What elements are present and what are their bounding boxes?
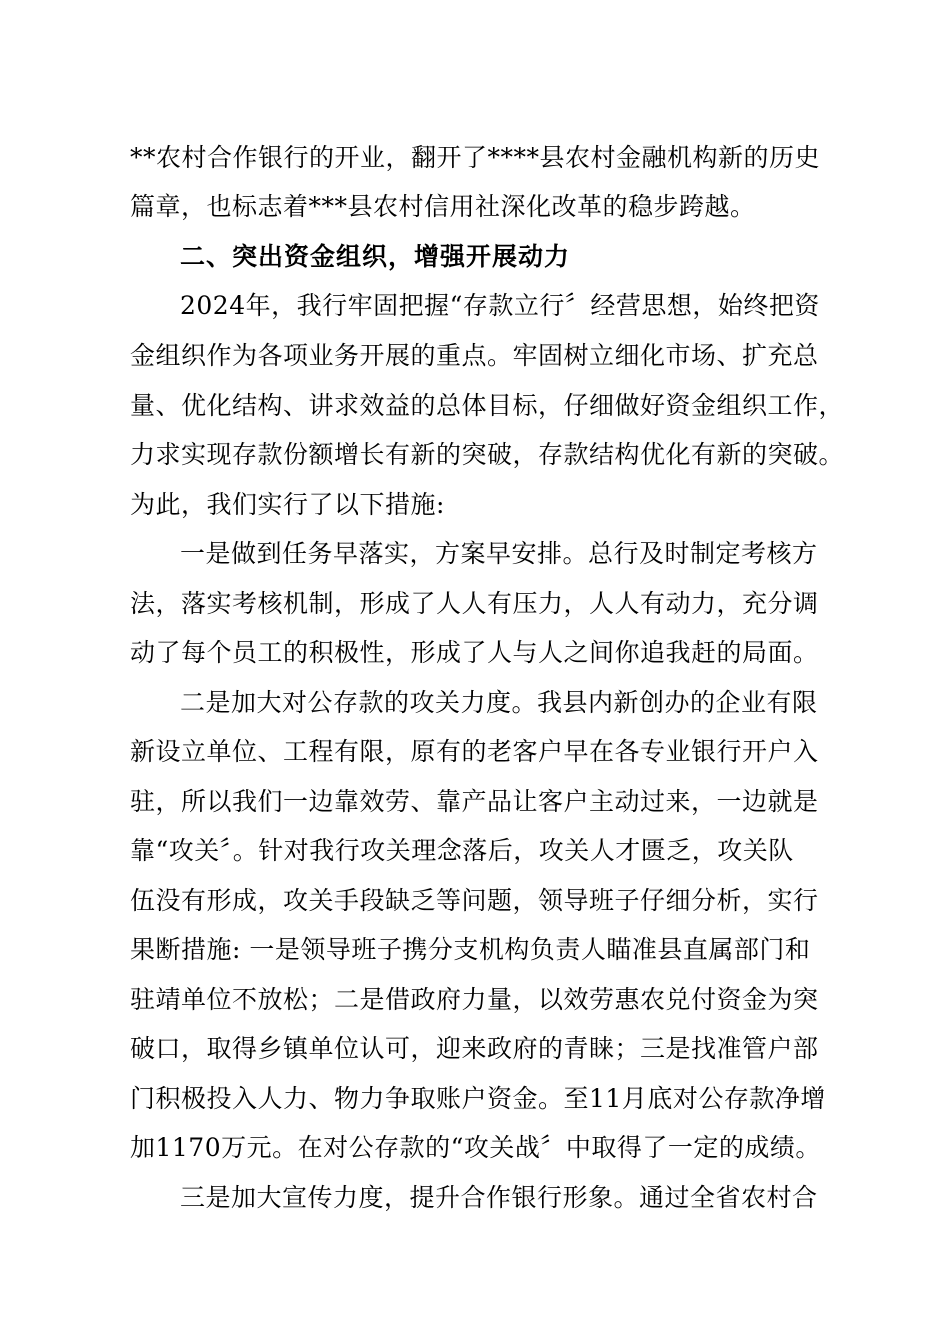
paragraph-line: 动了每个员工的积极性，形成了人与人之间你追我赶的局面。 [130, 638, 819, 667]
paragraph-line: 量、优化结构、讲求效益的总体目标，仔细做好资金组织工作， [130, 391, 845, 420]
paragraph-line: 三是加大宣传力度，提升合作银行形象。通过全省农村合 [180, 1183, 818, 1212]
paragraph-line: 靠“攻关〞。针对我行攻关理念落后，攻关人才匮乏，攻关队 [130, 836, 794, 865]
paragraph-line: 金组织作为各项业务开展的重点。牢固树立细化市场、扩充总 [130, 341, 819, 370]
paragraph-line: 加1170万元。在对公存款的“攻关战〞中取得了一定的成绩。 [130, 1133, 821, 1162]
paragraph-line: 为此，我们实行了以下措施: [130, 490, 445, 519]
paragraph-line: 驻，所以我们一边靠效劳、靠产品让客户主动过来，一边就是 [130, 787, 819, 816]
paragraph-line: 2024年，我行牢固把握“存款立行〞经营思想，始终把资 [180, 291, 820, 320]
paragraph-line: 破口，取得乡镇单位认可，迎来政府的青睐；三是找准管户部 [130, 1034, 819, 1063]
paragraph-line: 驻靖单位不放松；二是借政府力量，以效劳惠农兑付资金为突 [130, 985, 819, 1014]
paragraph-line: 果断措施: 一是领导班子携分支机构负责人瞄准县直属部门和 [130, 935, 811, 964]
paragraph-line: 伍没有形成，攻关手段缺乏等问题，领导班子仔细分析，实行 [130, 886, 819, 915]
paragraph-line: 篇章，也标志着***县农村信用社深化改革的稳步跨越。 [130, 192, 756, 221]
paragraph-line: 新设立单位、工程有限，原有的老客户早在各专业银行开户入 [130, 737, 819, 766]
paragraph-line: 一是做到任务早落实，方案早安排。总行及时制定考核方 [180, 539, 818, 568]
paragraph-line: **农村合作银行的开业，翻开了****县农村金融机构新的历史 [130, 143, 821, 172]
paragraph-line: 力求实现存款份额增长有新的突破，存款结构优化有新的突破。 [130, 440, 845, 469]
paragraph-line: 法，落实考核机制，形成了人人有压力，人人有动力，充分调 [130, 589, 819, 618]
paragraph-line: 二是加大对公存款的攻关力度。我县内新创办的企业有限 [180, 688, 818, 717]
paragraph-line: 门积极投入人力、物力争取账户资金。至11月底对公存款净增 [130, 1084, 826, 1113]
section-heading: 二、突出资金组织，增强开展动力 [180, 242, 571, 271]
